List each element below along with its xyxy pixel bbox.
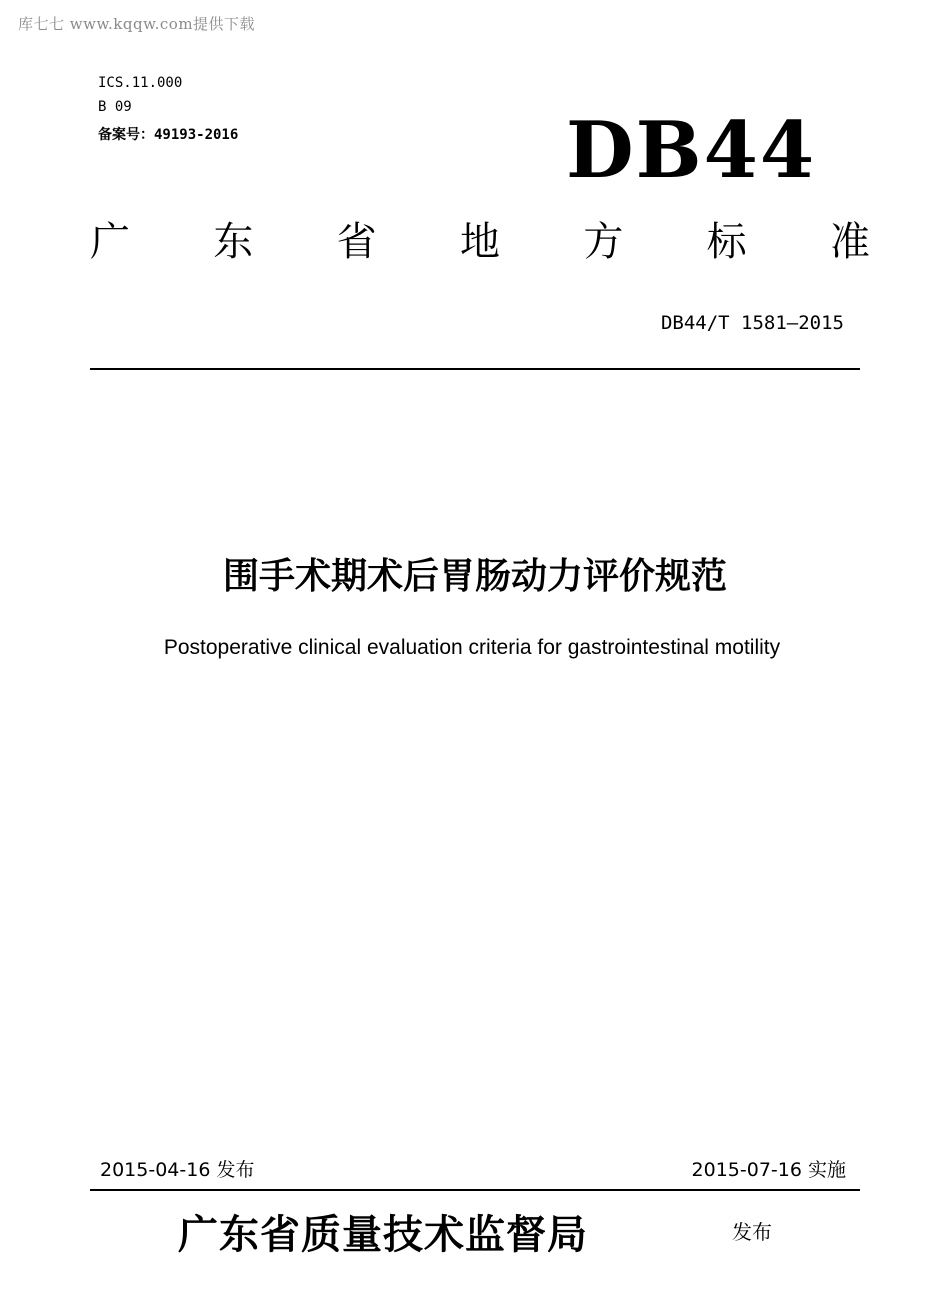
bottom-divider — [90, 1189, 860, 1191]
ics-code: ICS.11.000 — [98, 75, 183, 91]
standard-type-heading — [90, 219, 870, 265]
standard-type-char: 方 — [583, 219, 624, 265]
issuer-suffix: 发布 — [732, 1220, 772, 1244]
watermark-text: 库七七 www.kqqw.com提供下载 — [18, 15, 256, 33]
standard-type-char: 东 — [213, 219, 254, 265]
record-number: 备案号：49193-2016 — [98, 127, 239, 143]
title-english: Postoperative clinical evaluation criteria for gastrointestinal motility — [163, 636, 781, 659]
top-divider — [90, 368, 860, 370]
title-chinese: 围手术期术后胃肠动力评价规范 — [222, 556, 727, 597]
db44-logo: DB44 — [566, 105, 817, 196]
issuing-authority: 广东省质量技术监督局 — [178, 1211, 588, 1258]
standard-type-char: 地 — [459, 219, 500, 265]
standard-type-char: 广 — [90, 219, 130, 265]
classification-code: B 09 — [98, 99, 132, 115]
standard-type-char: 准 — [829, 219, 870, 265]
standard-type-char: 省 — [336, 219, 377, 265]
implementation-date: 2015-07-16 实施 — [691, 1159, 846, 1181]
standard-code: DB44/T 1581—2015 — [660, 312, 844, 334]
issue-date: 2015-04-16 发布 — [100, 1159, 255, 1181]
standard-type-char: 标 — [706, 219, 747, 265]
